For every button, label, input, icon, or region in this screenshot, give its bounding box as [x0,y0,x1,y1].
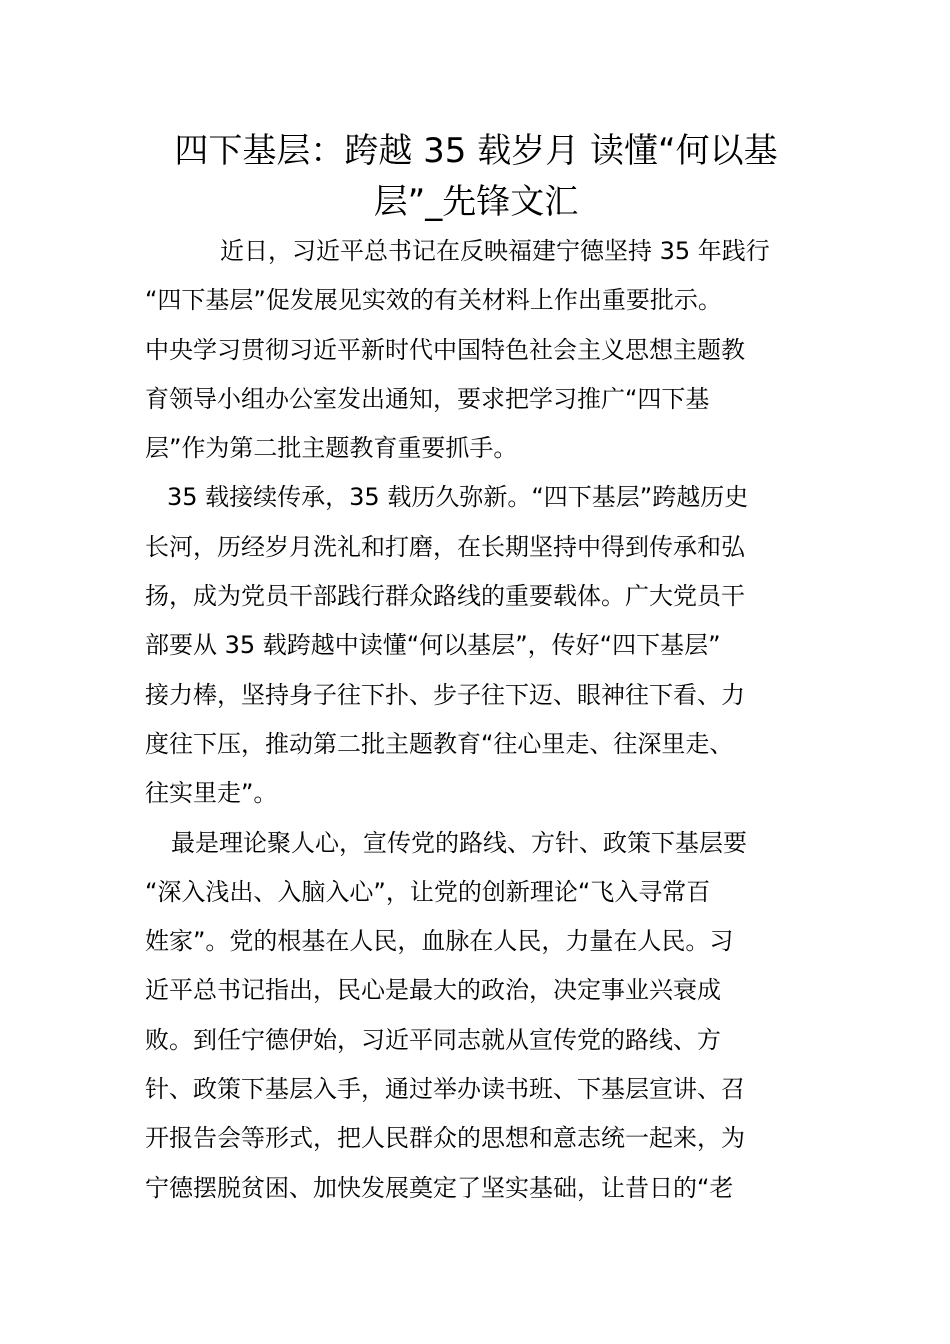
document-body [145,227,813,1213]
paragraph-line: 层”作为第二批主题教育重要抓手。 [145,434,518,463]
paragraph-line: 败。到任宁德伊始，习近平同志就从宣传党的路线、方 [145,1025,721,1054]
document-title [140,126,812,228]
paragraph-line: 针、政策下基层入手，通过举办读书班、下基层宣讲、召 [145,1075,745,1104]
paragraph-line: “深入浅出、入脑入心”，让党的创新理论“飞入寻常百 [145,877,711,906]
paragraph-line: 扬，成为党员干部践行群众路线的重要载体。广大党员干 [145,582,745,611]
paragraph-line: 姓家”。党的根基在人民，血脉在人民，力量在人民。习 [145,927,734,956]
paragraph-line: 近日，习近平总书记在反映福建宁德坚持 35 年践行 [220,237,770,265]
title-line-1: 四下基层：跨越 35 载岁月 读懂“何以基 [174,131,778,171]
paragraph-1 [145,227,813,473]
paragraph-line: 往实里走”。 [145,779,278,808]
paragraph-line: 度往下压，推动第二批主题教育“往心里走、往深里走、 [145,729,734,758]
paragraph-line: 开报告会等形式，把人民群众的思想和意志统一起来，为 [145,1124,745,1153]
paragraph-line: 部要从 35 载跨越中读懂“何以基层”，传好“四下基层” [145,631,721,660]
paragraph-line: 中央学习贯彻习近平新时代中国特色社会主义思想主题教 [145,335,745,364]
paragraph-line: 35 载接续传承，35 载历久弥新。“四下基层”跨越历史 [167,483,749,512]
paragraph-line: “四下基层”促发展见实效的有关材料上作出重要批示。 [145,286,722,315]
paragraph-line: 长河，历经岁月洗礼和打磨，在长期坚持中得到传承和弘 [145,532,745,561]
paragraph-line: 宁德摆脱贫困、加快发展奠定了坚实基础，让昔日的“老 [145,1173,734,1202]
paragraph-line: 接力棒，坚持身子往下扑、步子往下迈、眼神往下看、力 [145,680,745,709]
paragraph-3 [145,819,813,1213]
title-line-2: 层”_先锋文汇 [373,182,579,222]
paragraph-2 [145,473,813,818]
paragraph-line: 最是理论聚人心，宣传党的路线、方针、政策下基层要 [171,828,747,857]
paragraph-line: 近平总书记指出，民心是最大的政治，决定事业兴衰成 [145,976,721,1005]
paragraph-line: 育领导小组办公室发出通知，要求把学习推广“四下基 [145,384,710,413]
